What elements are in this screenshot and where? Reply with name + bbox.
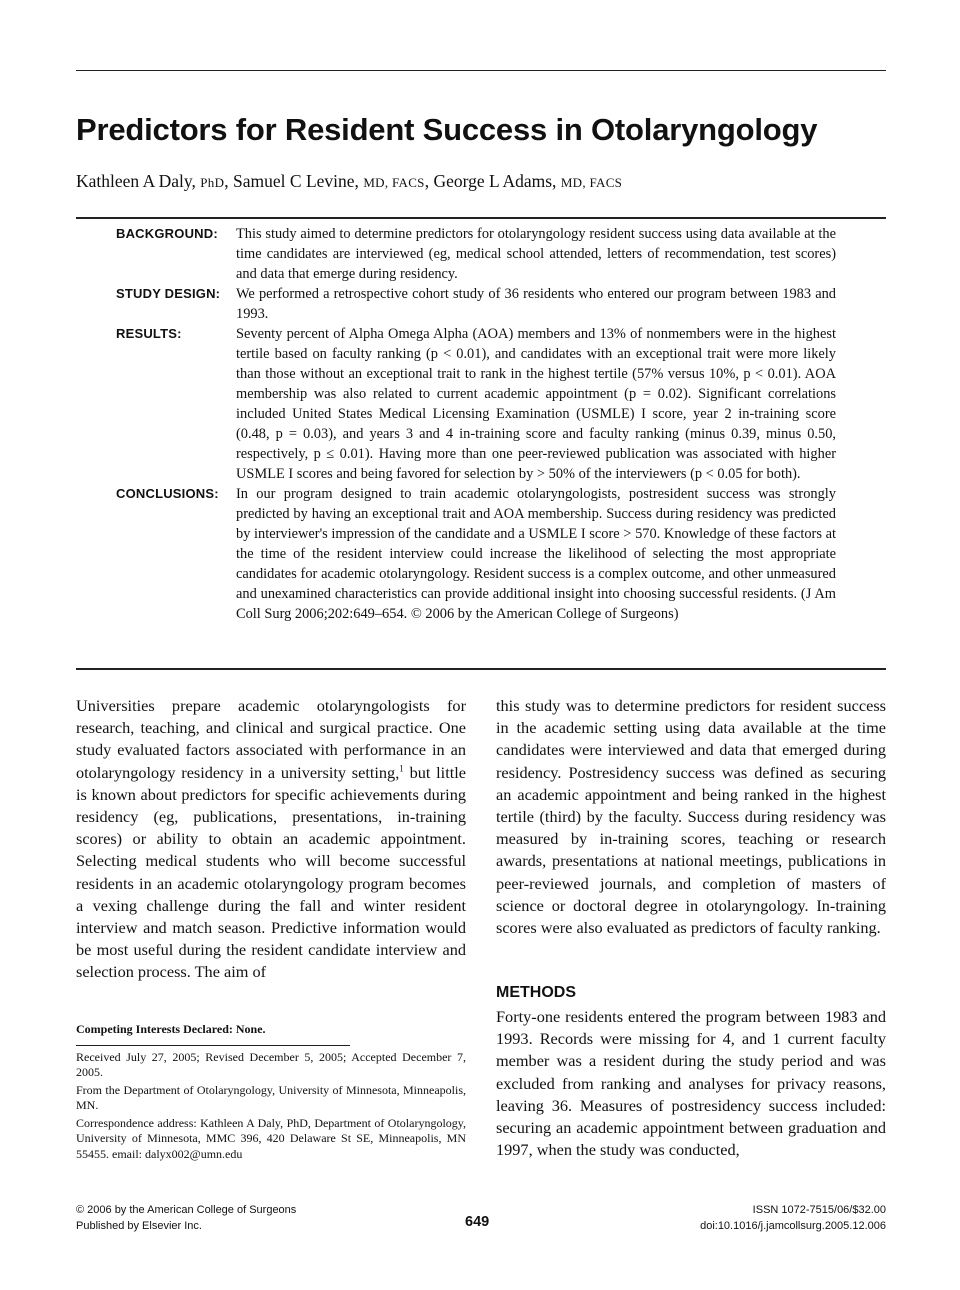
footer-right bbox=[700, 1203, 886, 1234]
copyright: © 2006 by the American College of Surgeons bbox=[76, 1204, 297, 1216]
footnotes bbox=[76, 1022, 466, 1164]
abstract-text: This study aimed to determine predictors for otolaryngology resident success using data available at the time candidates are interviewed (eg, medical school attended, letters of recommendation, test scores) and data that emerge during residency. bbox=[236, 226, 836, 282]
section-heading-methods: METHODS bbox=[496, 984, 576, 1001]
body-right-column: this study was to determine predictors for resident success in the academic setting using data available at the time candidates were interviewed and data that emerged during residency. Postresidency success was defined as securing an academic appointment and being ranked in the highest tertile (third) by the faculty. Success during residency was measured by in-training scores, teaching or research awards, presentations at national meetings, publications in peer-reviewed journals, and completion of masters of science or doctoral degree in otolaryngology. In-training scores were also evaluated as predictors of faculty ranking. bbox=[496, 696, 886, 938]
body-text: Universities prepare academic otolaryngologists for research, teaching, and clinical and surgical practice. One study evaluated factors associated with performance in an otolaryngology residency in a university setting, bbox=[76, 696, 466, 782]
methods-text: Forty-one residents entered the program between 1983 and 1993. Records were missing for 4, and 1 current faculty member was a resident during the study period and was excluded from ranking and analyses for privacy reasons, leaving 36. Measures of postresidency success included: securing an academic appointment between graduation and 1997, when the study was conducted, bbox=[496, 1007, 886, 1160]
author-line bbox=[76, 171, 622, 192]
abstract-background bbox=[116, 224, 836, 284]
doi[interactable]: doi:10.1016/j.jamcollsurg.2005.12.006 bbox=[700, 1219, 886, 1232]
abstract-top-rule bbox=[76, 217, 886, 219]
page-number: 649 bbox=[465, 1214, 490, 1230]
author-degree: MD, FACS bbox=[560, 175, 623, 190]
body-text: but little is known about predictors for specific achievements during residency (eg, publications, presentations, in-training scores) or ability to obtain an academic appointment. Selecting medical students who will become successful residents in an academic otolaryngology program becomes a vexing challenge during the fall and winter resident interview and match season. Predictive information would be most useful during the resident candidate interview and selection process. The aim of bbox=[76, 762, 466, 982]
body-left-column bbox=[76, 695, 466, 984]
author-degree: PhD bbox=[200, 175, 225, 190]
publisher: Published by Elsevier Inc. bbox=[76, 1219, 202, 1232]
abstract-text: Seventy percent of Alpha Omega Alpha (AOA) members and 13% of nonmembers were in the highest tertile based on faculty ranking (p < 0.01), and candidates with an exceptional trait were more likely than those without an exceptional trait to rank in the highest tertile (57% versus 10%, p < 0.01). AOA membership was also related to current academic appointment (p = 0.02). Significant correlations included United States Medical Licensing Examination (USMLE) I score, year 2 in-training score (0.48, p = 0.03), and years 3 and 4 in-training score and faculty ranking (minus 0.39, minus 0.50, respectively, p ≤ 0.01). Having more than one peer-reviewed publication was associated with higher USMLE I scores and being favored for selection by > 50% of the interviewers (p < 0.05 for both). bbox=[236, 326, 836, 482]
footer-left bbox=[76, 1203, 296, 1234]
abstract-bottom-rule bbox=[76, 668, 886, 670]
author-name: George L Adams, bbox=[433, 171, 561, 191]
article-title: Predictors for Resident Success in Otolaryngology bbox=[76, 112, 818, 147]
abstract bbox=[116, 224, 836, 624]
author-name: Kathleen A Daly, bbox=[76, 171, 201, 191]
abstract-study-design bbox=[116, 284, 836, 324]
correspondence: Correspondence address: Kathleen A Daly, PhD, Department of Otolaryngology, University of Minnesota, MMC 396, 420 Delaware St SE, Minneapolis, MN 55455. email: dalyx002@umn.edu bbox=[76, 1115, 466, 1161]
author-name: Samuel C Levine, bbox=[233, 171, 364, 191]
abstract-results bbox=[116, 324, 836, 484]
top-rule bbox=[76, 70, 886, 71]
abstract-label: CONCLUSIONS: bbox=[116, 486, 219, 501]
issn: ISSN 1072-7515/06/$32.00 bbox=[752, 1204, 886, 1216]
author-degree: MD, FACS bbox=[363, 175, 425, 190]
received-dates: Received July 27, 2005; Revised December 5, 2005; Accepted December 7, 2005. bbox=[76, 1049, 466, 1079]
affiliation: From the Department of Otolaryngology, University of Minnesota, Minneapolis, MN. bbox=[76, 1082, 466, 1112]
abstract-label: STUDY DESIGN: bbox=[116, 286, 221, 301]
author-separator: , bbox=[424, 171, 434, 191]
abstract-text: In our program designed to train academic otolaryngologists, postresident success was strongly predicted by having an exceptional trait and AOA membership. Success during residency was predicted by interviewer's impression of the candidate and a USMLE I score > 570. Knowledge of these factors at the time of the resident interview could increase the likelihood of selecting the most appropriate candidates for academic otolaryngology. Resident success is a complex outcome, and other unmeasured and unexamined characteristics can provide additional insight into choosing successful residents. (J Am Coll Surg 2006;202:649–654. © 2006 by the American College of Surgeons) bbox=[236, 486, 836, 622]
abstract-label: RESULTS: bbox=[116, 326, 182, 341]
abstract-label: BACKGROUND: bbox=[116, 226, 218, 241]
abstract-conclusions bbox=[116, 484, 836, 624]
competing-interests: Competing Interests Declared: None. bbox=[76, 1022, 266, 1036]
footnote-rule bbox=[76, 1045, 350, 1046]
reference-marker[interactable]: 1 bbox=[399, 763, 404, 774]
abstract-text: We performed a retrospective cohort study of 36 residents who entered our program between 1983 and 1993. bbox=[236, 286, 836, 322]
author-separator: , bbox=[224, 171, 234, 191]
